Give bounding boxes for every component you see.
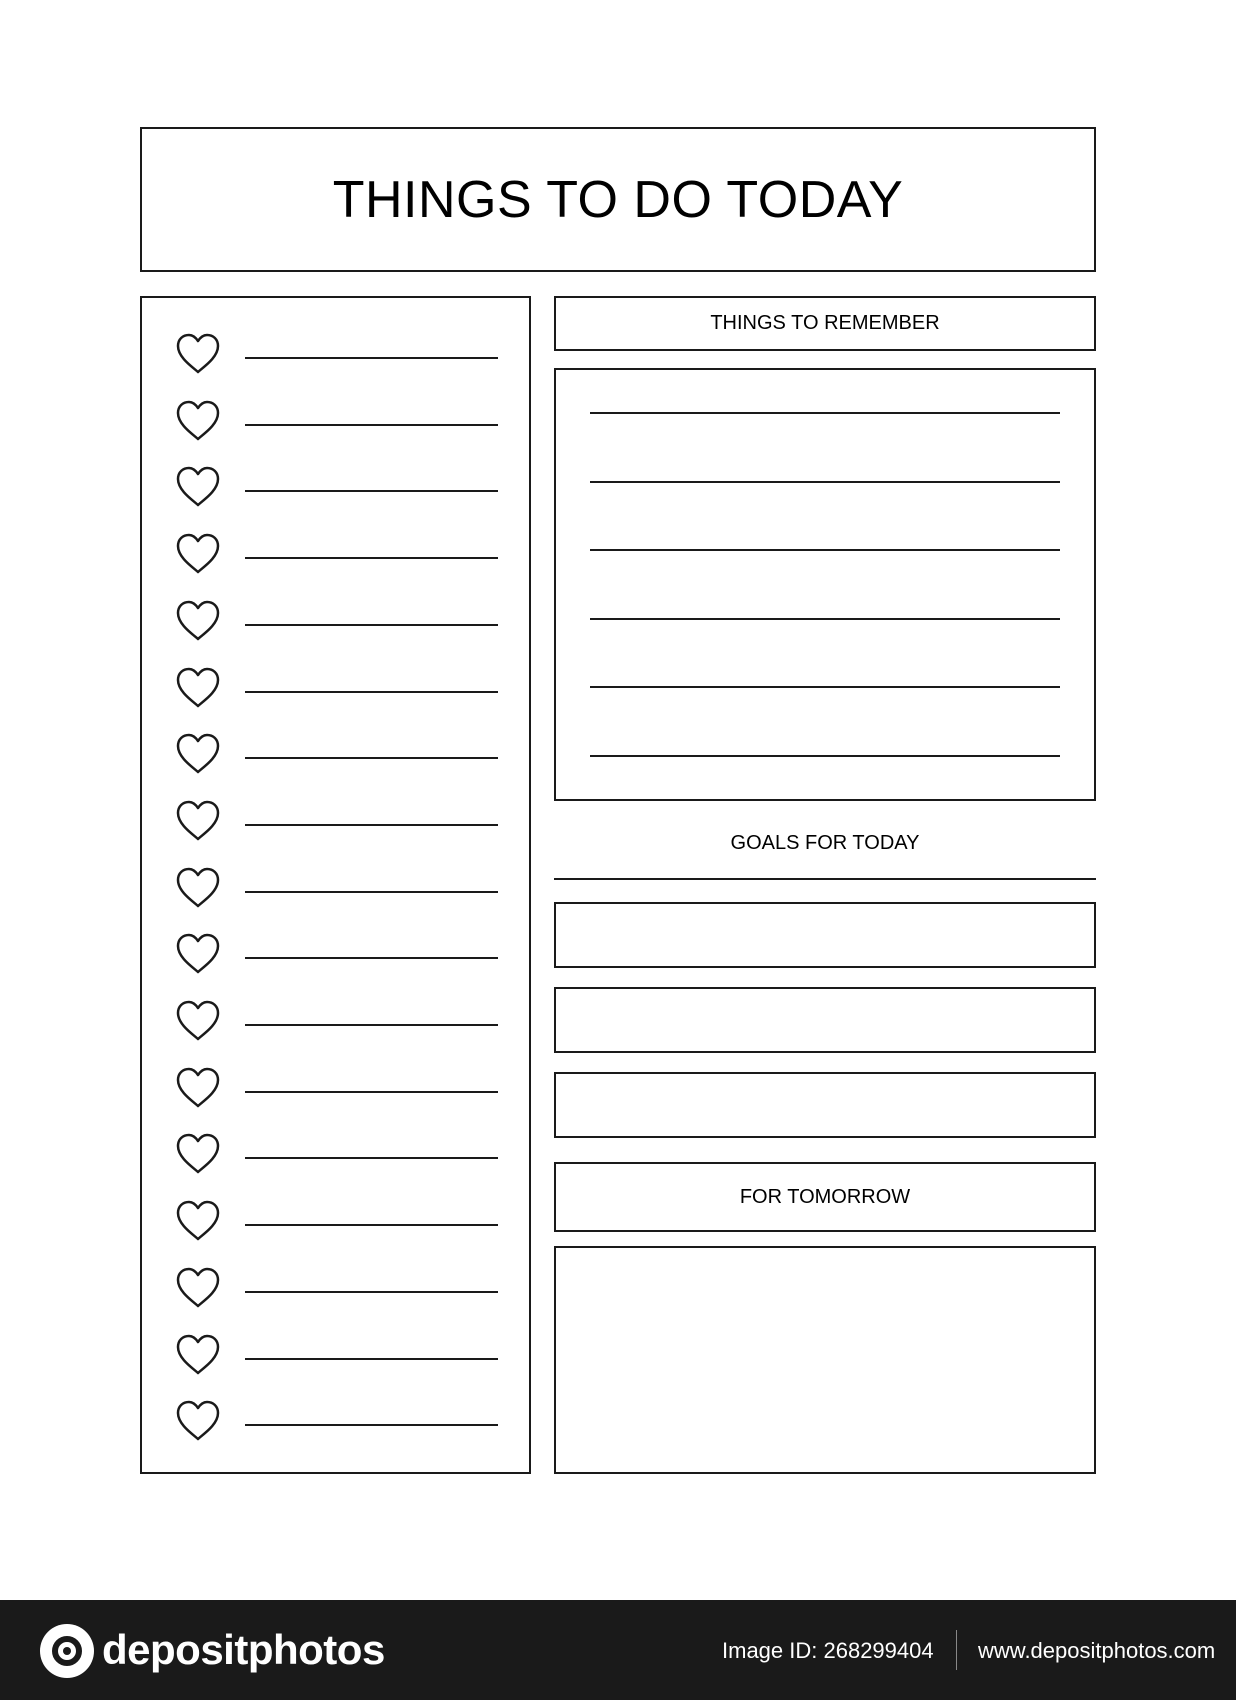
heart-icon[interactable]: [174, 1266, 222, 1310]
todo-write-line: [245, 1157, 498, 1159]
todo-write-line: [245, 490, 498, 492]
heart-icon[interactable]: [174, 465, 222, 509]
heart-icon[interactable]: [174, 799, 222, 843]
todo-item[interactable]: [174, 1066, 504, 1110]
heart-icon[interactable]: [174, 1132, 222, 1176]
remember-label: THINGS TO REMEMBER: [710, 312, 940, 334]
footer-bar: [0, 1600, 1236, 1700]
goal-field[interactable]: [554, 1072, 1096, 1138]
heart-icon[interactable]: [174, 866, 222, 910]
todo-write-line: [245, 557, 498, 559]
heart-icon[interactable]: [174, 1066, 222, 1110]
todo-item[interactable]: [174, 332, 504, 376]
remember-write-line: [590, 412, 1060, 414]
tomorrow-label: FOR TOMORROW: [739, 1185, 911, 1208]
todo-write-line: [245, 424, 498, 426]
remember-write-line: [590, 755, 1060, 757]
heart-icon[interactable]: [174, 1199, 222, 1243]
todo-item[interactable]: [174, 465, 504, 509]
todo-item[interactable]: [174, 1132, 504, 1176]
todo-write-line: [245, 1091, 498, 1093]
todo-write-line: [245, 1224, 498, 1226]
image-id: Image ID: 268299404: [722, 1638, 934, 1663]
page-title: THINGS TO DO TODAY: [332, 170, 904, 229]
goal-field[interactable]: [554, 987, 1096, 1053]
remember-write-line: [590, 549, 1060, 551]
goal-field[interactable]: [554, 902, 1096, 968]
todo-write-line: [245, 1024, 498, 1026]
todo-write-line: [245, 891, 498, 893]
todo-item[interactable]: [174, 866, 504, 910]
todo-item[interactable]: [174, 732, 504, 776]
todo-item[interactable]: [174, 599, 504, 643]
todo-write-line: [245, 691, 498, 693]
todo-item[interactable]: [174, 999, 504, 1043]
goals-label: GOALS FOR TODAY: [730, 832, 920, 854]
site-url: www.depositphotos.com: [978, 1638, 1216, 1663]
heart-icon[interactable]: [174, 599, 222, 643]
todo-item[interactable]: [174, 799, 504, 843]
todo-item[interactable]: [174, 399, 504, 443]
remember-notes-box[interactable]: [554, 368, 1096, 801]
tomorrow-notes-box[interactable]: [554, 1246, 1096, 1474]
remember-write-line: [590, 481, 1060, 483]
todo-write-line: [245, 1358, 498, 1360]
heart-icon[interactable]: [174, 1333, 222, 1377]
todo-write-line: [245, 957, 498, 959]
todo-write-line: [245, 824, 498, 826]
heart-icon[interactable]: [174, 332, 222, 376]
depositphotos-logo-icon: [40, 1624, 94, 1678]
todo-write-line: [245, 1291, 498, 1293]
todo-item[interactable]: [174, 1199, 504, 1243]
todo-write-line: [245, 1424, 498, 1426]
title-box: [140, 127, 1096, 272]
todo-item[interactable]: [174, 1266, 504, 1310]
todo-write-line: [245, 624, 498, 626]
todo-item[interactable]: [174, 532, 504, 576]
todo-list: [140, 296, 531, 1474]
tomorrow-header: [554, 1162, 1096, 1232]
heart-icon[interactable]: [174, 732, 222, 776]
heart-icon[interactable]: [174, 932, 222, 976]
heart-icon[interactable]: [174, 666, 222, 710]
todo-item[interactable]: [174, 1333, 504, 1377]
heart-icon[interactable]: [174, 532, 222, 576]
remember-write-line: [590, 686, 1060, 688]
heart-icon[interactable]: [174, 999, 222, 1043]
todo-item[interactable]: [174, 932, 504, 976]
heart-icon[interactable]: [174, 1399, 222, 1443]
remember-write-line: [590, 618, 1060, 620]
todo-write-line: [245, 357, 498, 359]
footer-divider: [956, 1630, 957, 1670]
todo-item[interactable]: [174, 1399, 504, 1443]
todo-item[interactable]: [174, 666, 504, 710]
brand-name: depositphotos: [102, 1626, 385, 1673]
todo-write-line: [245, 757, 498, 759]
heart-icon[interactable]: [174, 399, 222, 443]
goals-divider: [554, 878, 1096, 880]
remember-header: [554, 296, 1096, 351]
